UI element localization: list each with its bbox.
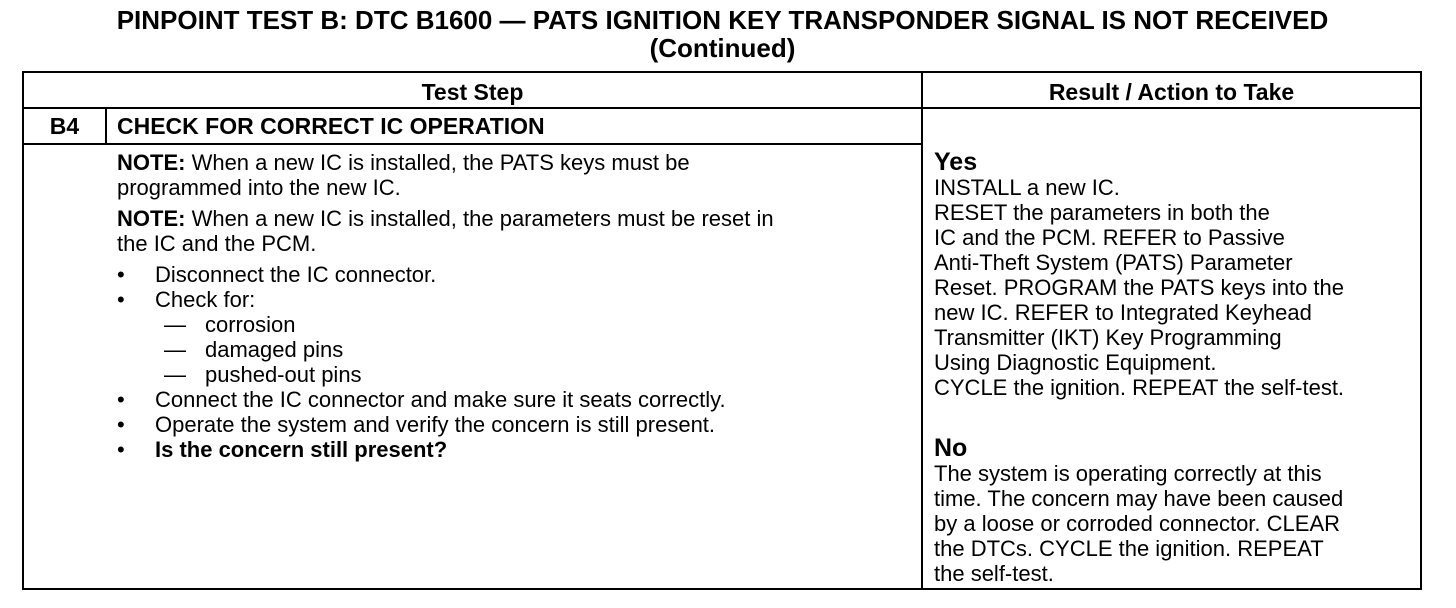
step-heading-divider	[24, 143, 921, 145]
bullet-item: Connect the IC connector and make sure it seats correctly.	[155, 387, 726, 412]
note-label: NOTE:	[117, 150, 186, 175]
result-yes-line: RESET the parameters in both the	[934, 200, 1270, 225]
bullet-marker: •	[117, 412, 125, 437]
result-yes-line: Transmitter (IKT) Key Programming	[934, 325, 1282, 350]
title-line-1: PINPOINT TEST B: DTC B1600 — PATS IGNITION KEY TRANSPONDER SIGNAL IS NOT RECEIVED	[116, 5, 1329, 35]
sub-item: corrosion	[205, 312, 296, 337]
title-line-2: (Continued)	[649, 33, 796, 63]
result-no-line: The system is operating correctly at this	[934, 461, 1322, 486]
result-yes-line: Anti-Theft System (PATS) Parameter	[934, 250, 1293, 275]
bullet-marker: •	[117, 287, 125, 312]
pinpoint-test-table	[22, 71, 1422, 590]
note-text: When a new IC is installed, the PATS keys must be	[185, 150, 690, 175]
sub-item: pushed-out pins	[205, 362, 362, 387]
note-1	[117, 150, 690, 175]
note-label: NOTE:	[117, 206, 186, 231]
result-yes-line: INSTALL a new IC.	[934, 175, 1120, 200]
sub-item: damaged pins	[205, 337, 344, 362]
document-title	[0, 6, 1445, 62]
bullet-marker: •	[117, 437, 125, 462]
note-2-continued: the IC and the PCM.	[117, 231, 317, 256]
bullet-marker: •	[117, 262, 125, 287]
bullet-item: Operate the system and verify the concern is still present.	[155, 412, 716, 437]
step-question: Is the concern still present?	[155, 437, 448, 462]
dash-marker: —	[164, 362, 186, 387]
result-yes-line: CYCLE the ignition. REPEAT the self-test.	[934, 375, 1345, 400]
header-result-action: Result / Action to Take	[1048, 79, 1295, 105]
result-yes-line: Using Diagnostic Equipment.	[934, 350, 1217, 375]
result-yes-label: Yes	[934, 148, 978, 176]
bullet-marker: •	[117, 387, 125, 412]
result-no-line: by a loose or corroded connector. CLEAR	[934, 511, 1341, 536]
note-2	[117, 206, 774, 231]
bullet-item: Check for:	[155, 287, 256, 312]
note-1-continued: programmed into the new IC.	[117, 175, 401, 200]
dash-marker: —	[164, 312, 186, 337]
result-yes-action	[934, 175, 1412, 400]
result-no-label: No	[934, 434, 968, 462]
result-no-line: time. The concern may have been caused	[934, 486, 1344, 511]
result-no-line: the self-test.	[934, 561, 1054, 586]
result-yes-line: Reset. PROGRAM the PATS keys into the	[934, 275, 1344, 300]
result-no-line: the DTCs. CYCLE the ignition. REPEAT	[934, 536, 1324, 561]
column-divider-main	[921, 73, 923, 588]
bullet-item: Disconnect the IC connector.	[155, 262, 437, 287]
result-yes-line: new IC. REFER to Integrated Keyhead	[934, 300, 1312, 325]
dash-marker: —	[164, 337, 186, 362]
step-heading: CHECK FOR CORRECT IC OPERATION	[117, 113, 545, 139]
column-divider-step-id	[105, 109, 107, 145]
note-text: When a new IC is installed, the parameters must be reset in	[185, 206, 774, 231]
header-test-step: Test Step	[421, 79, 524, 105]
result-yes-line: IC and the PCM. REFER to Passive	[934, 225, 1285, 250]
result-no-action	[934, 461, 1412, 586]
step-id: B4	[49, 113, 80, 139]
